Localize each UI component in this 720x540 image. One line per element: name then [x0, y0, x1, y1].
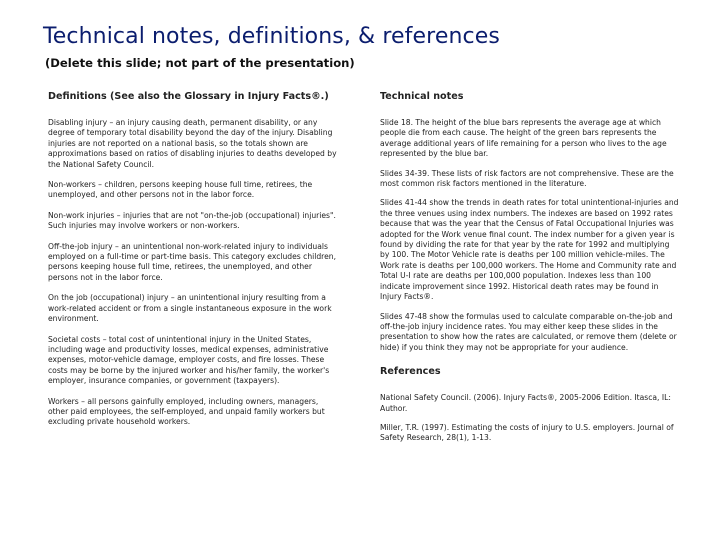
technical-note-item: Slide 18. The height of the blue bars represents the average age at which people die from each cause. The height of the green bars represents the average additional years of life remaining for a person who lives to the age represented by the blue bar. [380, 118, 667, 159]
definitions-heading: Definitions (See also the Glossary in Injury Facts®.) [48, 91, 329, 102]
references-heading: References [380, 366, 441, 378]
technical-notes-heading: Technical notes [380, 91, 464, 102]
slide-title: Technical notes, definitions, & references [43, 24, 500, 49]
definition-item: Disabling injury – an injury causing death, permanent disability, or any degree of temporary total disability beyond the day of the injury. Disabling injuries are not reported on a national basis, so the totals shown are approximations based on ratios of disabling injuries to deaths developed by the National Safety Council. [48, 118, 337, 169]
technical-notes-column [380, 90, 680, 453]
reference-item: National Safety Council. (2006). Injury Facts®, 2005-2006 Edition. Itasca, IL: Author. [380, 393, 671, 413]
definitions-column [48, 90, 340, 438]
definition-item: Workers – all persons gainfully employed, including owners, managers, other paid employees, the self-employed, and unpaid family workers but excluding private household workers. [48, 396, 325, 427]
definition-item: Societal costs – total cost of unintentional injury in the United States, including wage and productivity losses, medical expenses, administrative expenses, motor-vehicle damage, employer costs, and fire losses. These costs may be borne by the injured worker and his/her family, the worker's employer, insurance companies, or government (taxpayers). [48, 334, 330, 386]
definition-item: Non-workers – children, persons keeping house full time, retirees, the unemployed, and other persons not in the labor force. [48, 180, 313, 200]
technical-note-item: Slides 41-44 show the trends in death rates for total unintentional-injuries and the three venues using index numbers. The indexes are based on 1992 rates because that was the year that the Census of Fatal Occupational Injuries was adopted for the Work venue final count. The index number for a given year is found by dividing the rate for that year by the rate for 1992 and multiplying by 100. The Motor Vehicle rate is deaths per 100 million vehicle-miles. The Work rate is deaths per 100,000 workers. The Home and Community rate and Total U-I rate are deaths per 100,000 population. Indexes less than 100 indicate improvement since 1992. Historical death rates may be found in Injury Facts®. [380, 198, 679, 302]
technical-note-item: Slides 34-39. These lists of risk factors are not comprehensive. These are the most common risk factors mentioned in the literature. [380, 168, 674, 189]
definition-item: Off-the-job injury – an unintentional non-work-related injury to individuals employed on a full-time or part-time basis. This category excludes children, persons keeping house full time, retirees, the unemployed, and other persons not in the labor force. [48, 241, 337, 282]
technical-note-item: Slides 47-48 show the formulas used to calculate comparable on-the-job and off-the-job injury incidence rates. You may either keep these slides in the presentation to show how the rates are calculated, or remove them (delete or hide) if you think they may not be appropriate for your audience. [380, 311, 677, 352]
definition-item: Non-work injuries – injuries that are not "on-the-job (occupational) injuries". Such injuries may involve workers or non-workers. [48, 210, 336, 231]
reference-item: Miller, T.R. (1997). Estimating the costs of injury to U.S. employers. Journal of Safety Research, 28(1), 1-13. [380, 422, 674, 443]
slide-subtitle: (Delete this slide; not part of the presentation) [45, 56, 355, 70]
definition-item: On the job (occupational) injury – an unintentional injury resulting from a work-related accident or from a single instantaneous exposure in the work environment. [48, 293, 332, 324]
